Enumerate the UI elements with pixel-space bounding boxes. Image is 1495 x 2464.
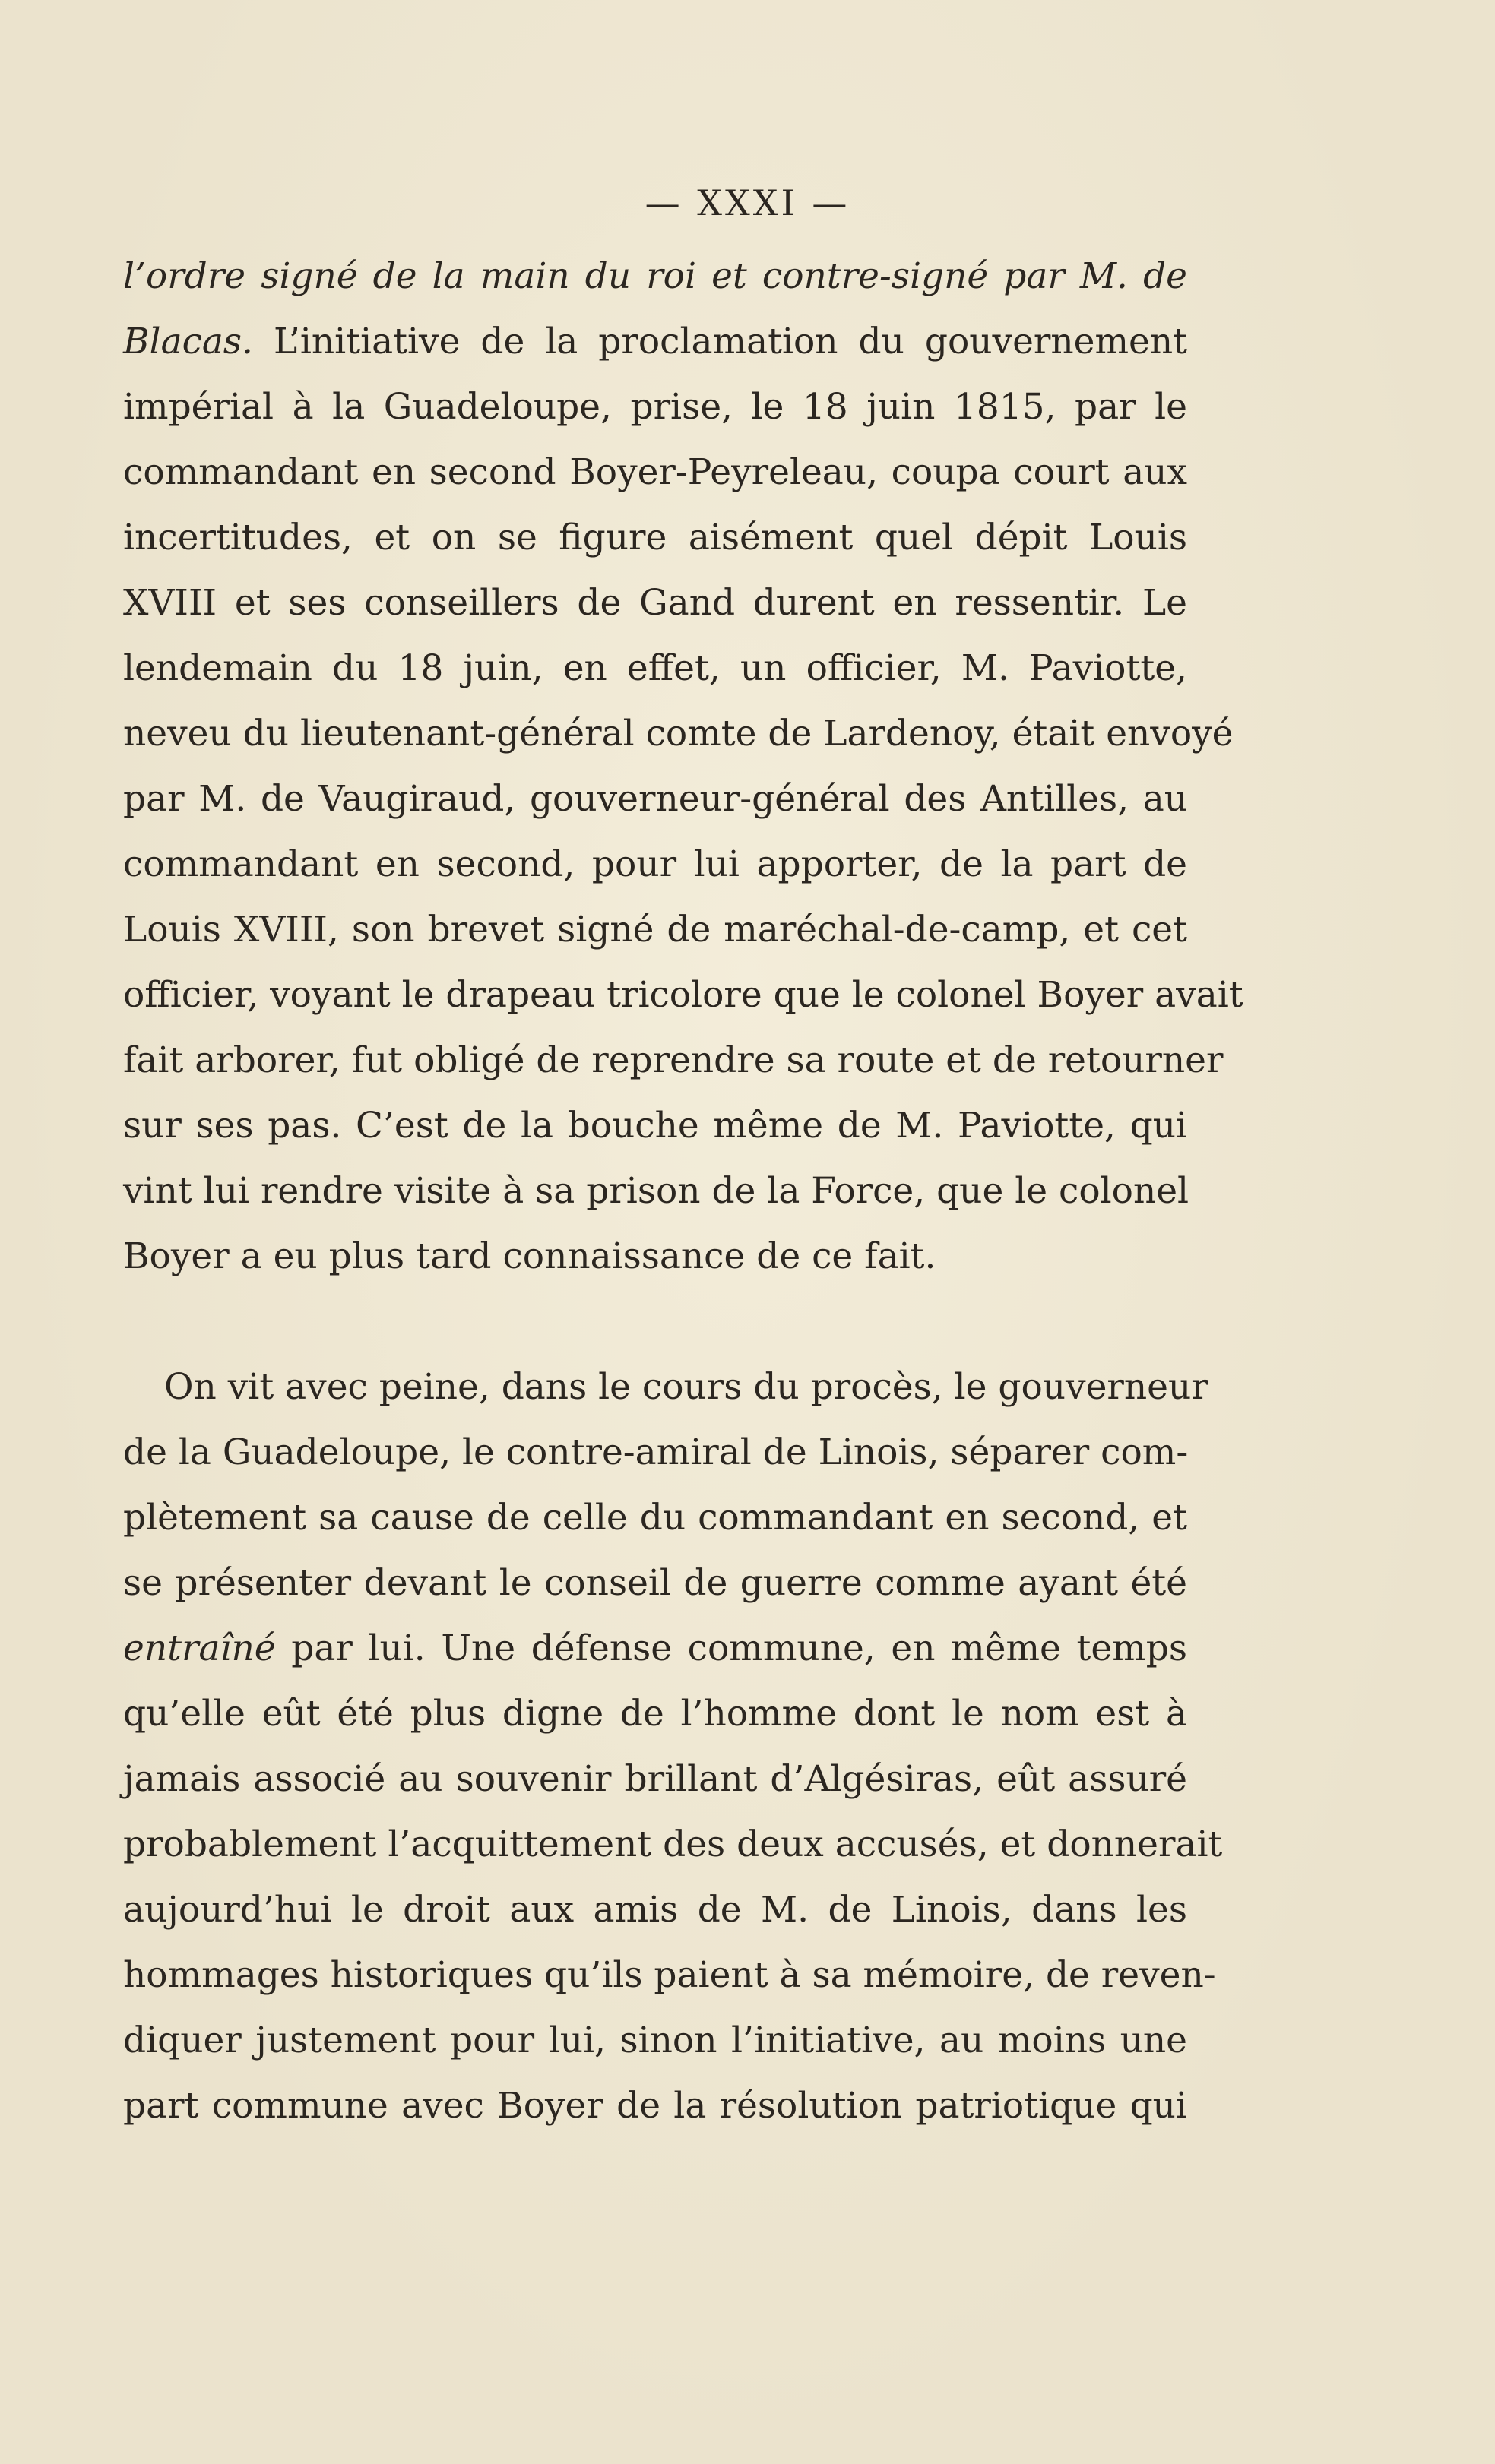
text-line [123,254,1187,299]
text-span: L’initiative de la proclamation du gouvernement [253,321,1187,362]
text-line: vint lui rendre visite à sa prison de la Force, que le colonel [123,1170,1189,1212]
text-line: fait arborer, fut obligé de reprendre sa route et de retourner [123,1039,1224,1081]
page-number-header: — XXXI — [645,182,850,223]
text-line: plètement sa cause de celle du commandant en second, et [123,1497,1187,1539]
text-line: lendemain du 18 juin, en effet, un officier, M. Paviotte, [123,647,1187,689]
text-line: probablement l’acquittement des deux accusés, et donnerait [123,1823,1223,1865]
italic-text: entraîné [123,1627,276,1669]
text-line: par M. de Vaugiraud, gouverneur-général des Antilles, au [123,778,1187,820]
text-line: jamais associé au souvenir brillant d’Algésiras, eût assuré [123,1758,1187,1800]
text-line: commandant en second Boyer-Peyreleau, coupa court aux [123,451,1187,493]
text-line: aujourd’hui le droit aux amis de M. de Linois, dans les [123,1889,1187,1931]
text-line: sur ses pas. C’est de la bouche même de M. Paviotte, qui [123,1105,1187,1147]
text-line: Louis XVIII, son brevet signé de maréchal-de-camp, et cet [123,909,1187,950]
italic-text: Blacas. [123,321,253,362]
text-line: officier, voyant le drapeau tricolore que le colonel Boyer avait [123,974,1243,1016]
text-line: impérial à la Guadeloupe, prise, le 18 juin 1815, par le [123,386,1187,428]
text-line: se présenter devant le conseil de guerre comme ayant été [123,1562,1187,1604]
italic-text: l’ordre signé de la main du roi et contre-signé par M. de [123,255,1187,297]
text-line: XVIII et ses conseillers de Gand durent en ressentir. Le [123,582,1187,624]
text-line: neveu du lieutenant-général comte de Lardenoy, était envoyé [123,713,1234,754]
text-line: Boyer a eu plus tard connaissance de ce fait. [123,1235,936,1277]
text-line [123,319,1187,365]
text-line: part commune avec Boyer de la résolution patriotique qui [123,2085,1187,2127]
text-line: incertitudes, et on se figure aisément quel dépit Louis [123,517,1187,558]
text-line: de la Guadeloupe, le contre-amiral de Linois, séparer com- [123,1431,1189,1473]
text-line: qu’elle eût été plus digne de l’homme dont le nom est à [123,1693,1187,1735]
text-line [123,1626,1187,1672]
text-line: hommages historiques qu’ils paient à sa mémoire, de reven- [123,1954,1216,1996]
text-line: diquer justement pour lui, sinon l’initiative, au moins une [123,2020,1187,2061]
text-span: par lui. Une défense commune, en même temps [275,1627,1187,1669]
text-line: On vit avec peine, dans le cours du procès, le gouverneur [164,1366,1208,1408]
text-line: commandant en second, pour lui apporter, de la part de [123,843,1187,885]
